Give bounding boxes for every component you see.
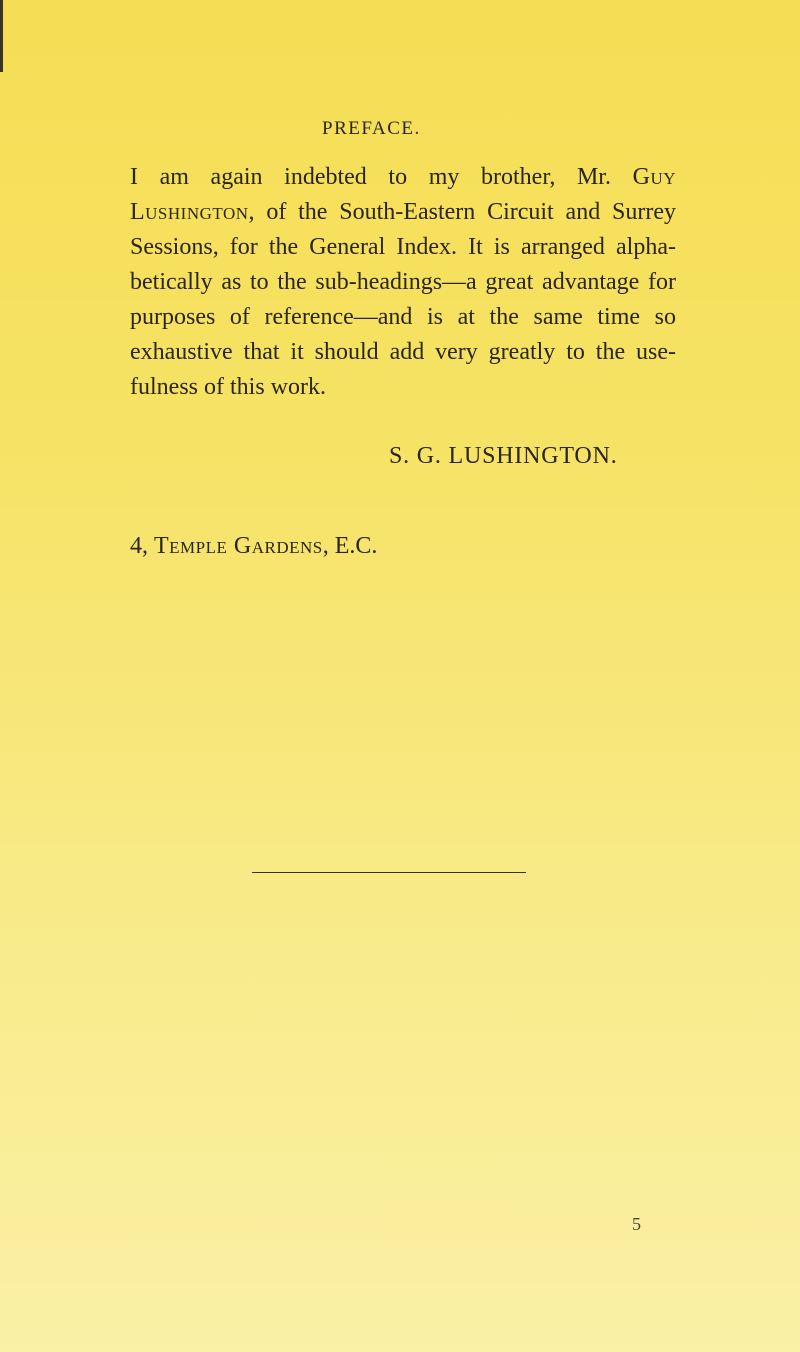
address-number: 4, [130, 533, 154, 559]
page-number: 5 [632, 1214, 641, 1234]
paragraph-body: , of the South-Eastern Circuit and Surrey Sessions, for the General Index. It is arranged alpha- betically as to the sub-headings—a great advantage for purposes of reference—and is at the same time so exhaustive that it should add very greatly to the use- fulness of this work. [130, 199, 676, 400]
name-first: Guy [632, 164, 676, 190]
page-title: PREFACE. [322, 118, 421, 139]
name-last: Lushington [130, 199, 249, 225]
preface-paragraph [130, 160, 676, 405]
author-signature: S. G. LUSHINGTON. [389, 443, 618, 469]
paragraph-intro: I am again indebted to my brother, Mr. [130, 164, 633, 190]
address-street: Temple Gardens [154, 533, 323, 559]
address-city: , E.C. [322, 533, 378, 559]
author-address [130, 533, 377, 560]
divider-rule [252, 872, 526, 873]
page-edge-shadow [0, 0, 3, 72]
